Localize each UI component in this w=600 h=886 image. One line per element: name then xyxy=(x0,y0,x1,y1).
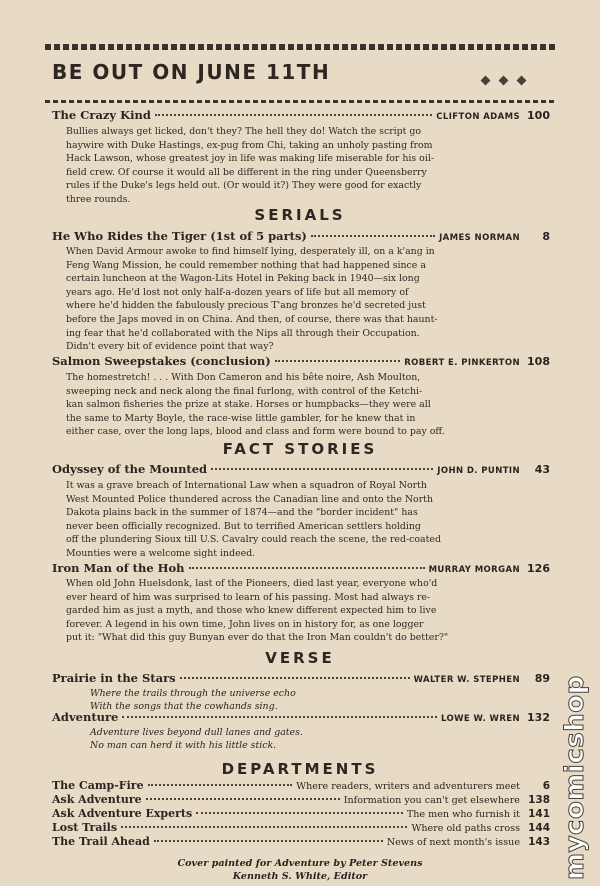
department-description: Where old paths cross xyxy=(411,823,520,834)
blurb-line: either case, over the long laps, blood and class and form were bound to pay off. xyxy=(66,426,445,438)
blurb-line: When old John Huelsdonk, last of the Pioneers, died last year, everyone who'd xyxy=(66,578,438,589)
leader-dots xyxy=(122,716,437,718)
story-entry-crazy-kind xyxy=(52,108,550,124)
blurb-line: kan salmon fisheries the prize at stake. Horses or humpbacks—they were all xyxy=(66,399,431,411)
blurb-line: Feng Wang Mission, he could remember nothing that had happened since a xyxy=(66,259,426,271)
department-entry xyxy=(52,835,550,849)
department-description: News of next month's issue xyxy=(386,837,520,848)
story-entry-odyssey xyxy=(52,462,550,478)
department-entry xyxy=(52,821,550,835)
blurb-line: When David Armour awoke to find himself lying, desperately ill, on a k'ang in xyxy=(66,246,435,257)
story-title: Odyssey of the Mounted xyxy=(52,462,208,476)
blurb-line: Dakota plains back in the summer of 1874—and the "border incident" has xyxy=(66,507,418,519)
story-author: CLIFTON ADAMS xyxy=(436,112,520,122)
verse-entry-adventure xyxy=(52,710,550,726)
story-blurb xyxy=(66,577,528,645)
story-author: MURRAY MORGAN xyxy=(428,565,520,575)
leader-dots xyxy=(155,114,432,116)
blurb-line: garded him as just a myth, and those who knew different expected him to live xyxy=(66,605,437,617)
department-page-number: 144 xyxy=(528,822,550,834)
leader-dots xyxy=(148,784,293,786)
diamond-icon xyxy=(517,76,527,86)
blurb-line: where he'd hidden the fabulously precious T'ang bronzes he'd secreted just xyxy=(66,300,426,312)
story-page-number: 108 xyxy=(527,355,550,368)
blurb-line: ing fear that he'd collaborated with the Nips all through their Occupation. xyxy=(66,327,420,339)
department-title: Ask Adventure Experts xyxy=(52,807,193,820)
blurb-line: It was a grave breach of International Law when a squadron of Royal North xyxy=(66,480,427,491)
story-page-number: 8 xyxy=(542,230,550,243)
department-title: The Camp-Fire xyxy=(52,779,144,792)
story-entry-tiger xyxy=(52,229,550,245)
blurb-line: West Mounted Police thundered across the Canadian line and onto the North xyxy=(66,493,433,505)
story-blurb xyxy=(66,479,528,561)
blurb-line: Didn't every bit of evidence point that way? xyxy=(66,341,274,353)
top-dashed-border xyxy=(45,44,555,50)
verse-entry-prairie xyxy=(52,671,550,687)
story-title: Iron Man of the Hoh xyxy=(52,561,185,575)
story-page-number: 132 xyxy=(527,711,550,724)
story-author: WALTER W. STEPHEN xyxy=(413,675,520,685)
department-page-number: 141 xyxy=(528,808,550,820)
diamond-icon xyxy=(481,76,491,86)
diamond-icon xyxy=(499,76,509,86)
blurb-line: off the plundering Sioux till U.S. Cavalry could reach the scene, the red-coated xyxy=(66,534,441,546)
blurb-line: years ago. He'd lost not only half-a-dozen years of life but all memory of xyxy=(66,286,409,298)
department-description: The men who furnish it xyxy=(406,809,520,820)
blurb-line: The homestretch! . . . With Don Cameron and his bête noire, Ash Moulton, xyxy=(66,372,421,383)
department-description: Where readers, writers and adventurers meet xyxy=(296,781,520,792)
section-heading-departments: DEPARTMENTS xyxy=(221,760,379,778)
leader-dots xyxy=(211,468,433,470)
leader-dots xyxy=(154,840,383,842)
leader-dots xyxy=(189,567,425,569)
department-title: The Trail Ahead xyxy=(52,835,150,848)
story-author: LOWE W. WREN xyxy=(441,714,520,724)
blurb-line: put it: "What did this guy Bunyan ever do that the Iron Man couldn't do better?" xyxy=(66,632,449,644)
verse-excerpt-line: Where the trails through the universe echo xyxy=(90,688,296,699)
department-page-number: 143 xyxy=(528,836,550,848)
department-entry xyxy=(52,793,550,807)
blurb-line: Bullies always get licked, don't they? The hell they do! Watch the script go xyxy=(66,126,422,137)
department-page-number: 6 xyxy=(542,780,550,792)
department-title: Ask Adventure xyxy=(52,793,142,806)
blurb-line: Hack Lawson, whose greatest joy in life was making life miserable for his oil- xyxy=(66,153,434,165)
leader-dots xyxy=(275,360,400,362)
department-page-number: 138 xyxy=(528,794,550,806)
story-author: JOHN D. PUNTIN xyxy=(437,466,520,476)
story-blurb xyxy=(66,245,528,354)
department-title: Lost Trails xyxy=(52,821,118,834)
page-header-title: BE OUT ON JUNE 11TH xyxy=(52,60,331,84)
blurb-line: Mounties were a welcome sight indeed. xyxy=(66,547,256,559)
story-page-number: 89 xyxy=(534,672,550,685)
story-title: The Crazy Kind xyxy=(52,108,151,122)
story-page-number: 100 xyxy=(527,109,550,122)
department-entry xyxy=(52,807,550,821)
cover-credit: Cover painted for Adventure by Peter Stevens xyxy=(177,858,423,869)
story-author: ROBERT E. PINKERTON xyxy=(404,358,520,368)
story-title: Adventure xyxy=(52,710,119,724)
verse-excerpt-line: With the songs that the cowhands sing. xyxy=(90,701,278,712)
blurb-line: sweeping neck and neck along the final furlong, with control of the Ketchi- xyxy=(66,385,423,397)
blurb-line: rules if the Duke's legs held out. (Or would it?) They were good for exactly xyxy=(66,180,422,192)
header-dashed-rule xyxy=(45,100,555,103)
leader-dots xyxy=(146,798,340,800)
leader-dots xyxy=(196,812,403,814)
blurb-line: ever heard of him was surprised to learn of his passing. Most had always re- xyxy=(66,591,431,603)
story-author: JAMES NORMAN xyxy=(439,233,520,243)
blurb-line: the same to Marty Boyle, the race-wise little gambler, for he knew that in xyxy=(66,412,416,424)
blurb-line: never been officially recognized. But to terrified American settlers holding xyxy=(66,520,421,532)
blurb-line: three rounds. xyxy=(66,193,131,205)
section-heading-fact-stories: FACT STORIES xyxy=(222,440,378,458)
story-title: Salmon Sweepstakes (conclusion) xyxy=(52,354,271,368)
story-entry-salmon xyxy=(52,354,550,370)
blurb-line: forever. A legend in his own time, John lives on in history for, as one logger xyxy=(66,618,424,630)
department-entry xyxy=(52,779,550,793)
section-heading-verse: VERSE xyxy=(265,649,335,667)
story-page-number: 43 xyxy=(534,463,550,476)
header-ornament xyxy=(482,69,536,88)
leader-dots xyxy=(121,826,407,828)
blurb-line: field crew. Of course it would all be different in the ring under Queensberry xyxy=(66,166,427,178)
leader-dots xyxy=(180,677,410,679)
editor-credit: Kenneth S. White, Editor xyxy=(232,871,368,882)
story-blurb xyxy=(66,371,528,439)
story-title: He Who Rides the Tiger (1st of 5 parts) xyxy=(52,229,307,243)
department-description: Information you can't get elsewhere xyxy=(343,795,520,806)
section-heading-serials: SERIALS xyxy=(254,206,346,224)
story-page-number: 126 xyxy=(527,562,550,575)
watermark-text: mycomicshop xyxy=(560,675,590,880)
story-title: Prairie in the Stars xyxy=(52,671,176,685)
story-entry-iron-man xyxy=(52,561,550,577)
blurb-line: before the Japs moved in on China. And then, of course, there was that haunt- xyxy=(66,313,438,325)
verse-excerpt-line: No man can herd it with his little stick. xyxy=(90,740,277,751)
blurb-line: haywire with Duke Hastings, ex-pug from Chi, taking an unholy pasting from xyxy=(66,139,433,151)
verse-excerpt-line: Adventure lives beyond dull lanes and gates. xyxy=(90,727,303,738)
story-blurb xyxy=(66,125,528,207)
leader-dots xyxy=(311,235,435,237)
blurb-line: certain luncheon at the Wagon-Lits Hotel in Peking back in 1940—six long xyxy=(66,273,420,285)
